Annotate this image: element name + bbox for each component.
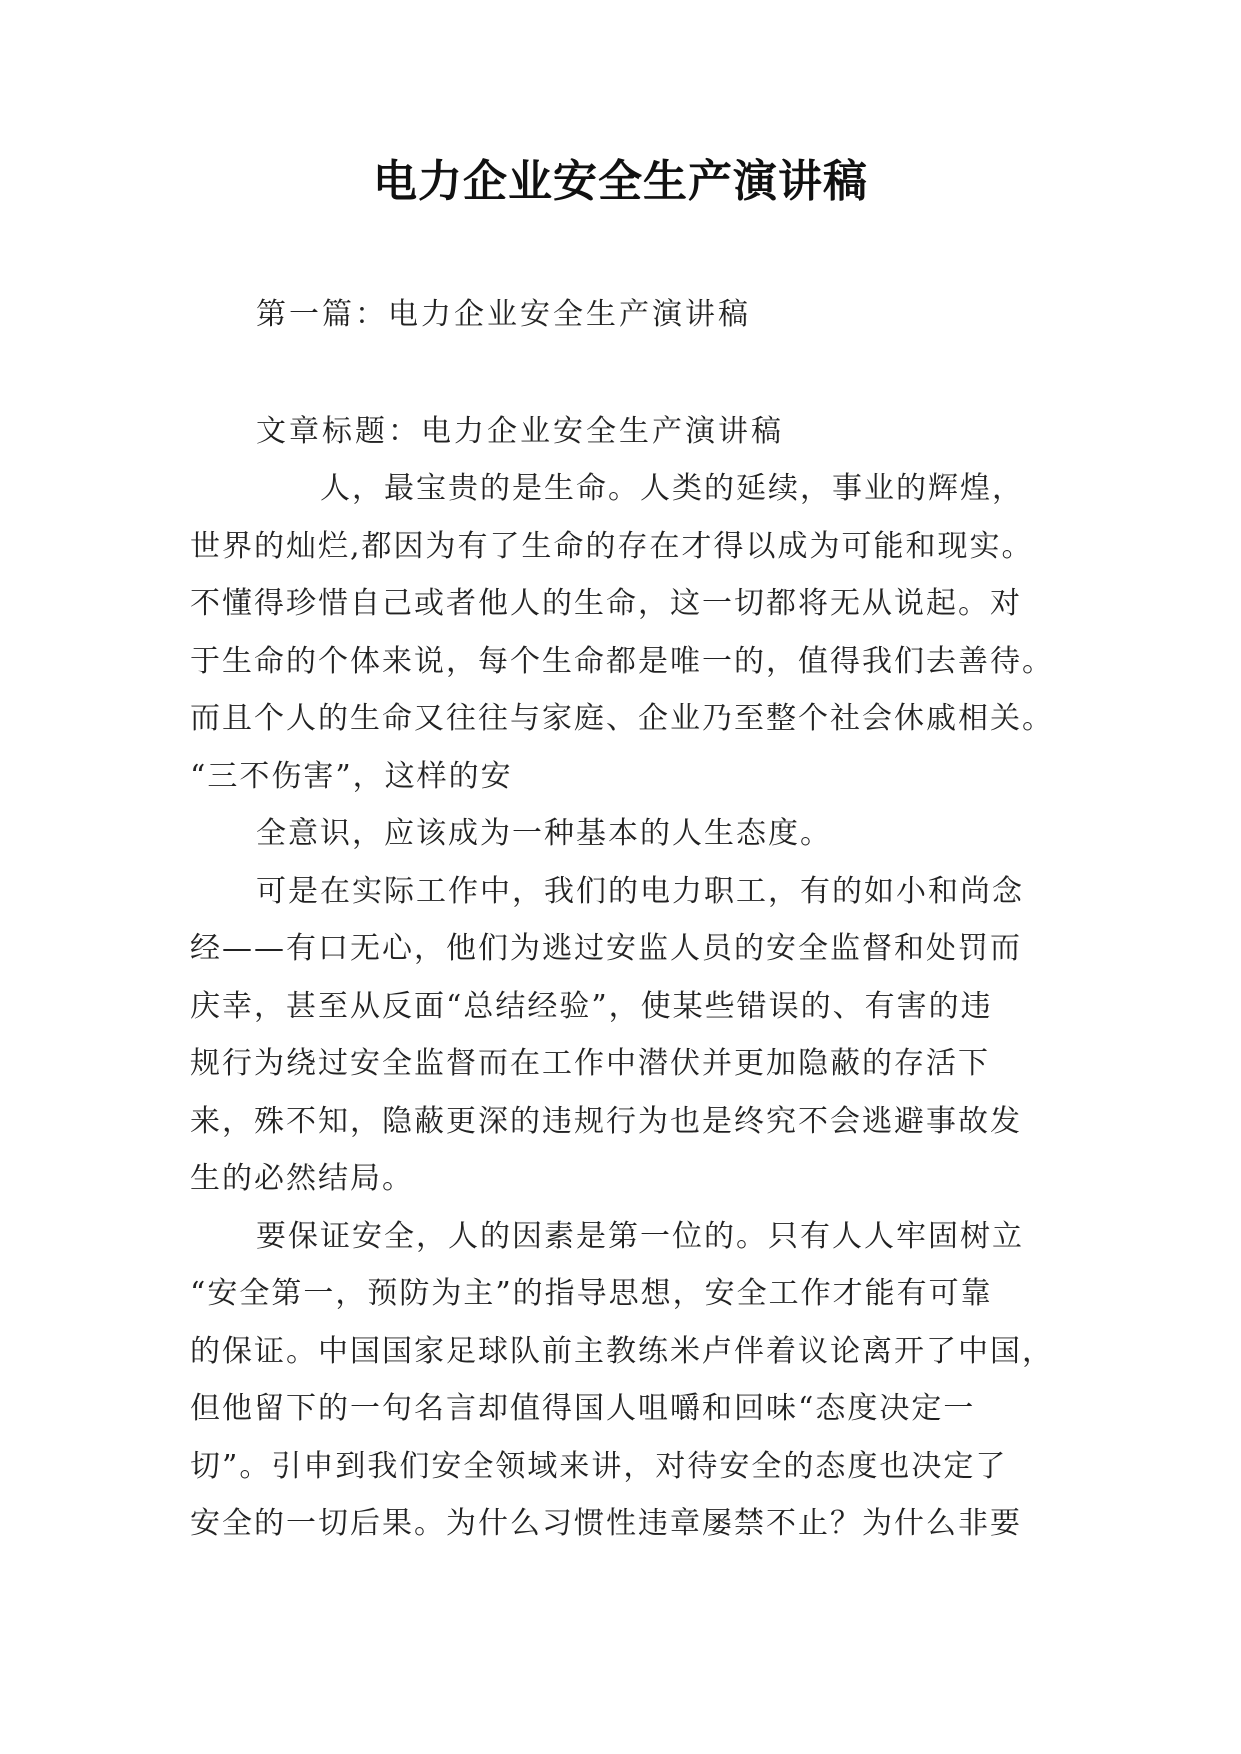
paragraph-line: 切”。引申到我们安全领域来讲，对待安全的态度也决定了: [190, 1448, 1008, 1484]
article-title: 文章标题：电力企业安全生产演讲稿: [256, 414, 784, 449]
paragraph-line: 世界的灿烂,都因为有了生命的存在才得以成为可能和现实。: [190, 528, 1034, 564]
section-heading: 第一篇：电力企业安全生产演讲稿: [256, 297, 751, 332]
paragraph-line: 人，最宝贵的是生命。人类的延续，事业的辉煌，: [320, 471, 1024, 506]
paragraph-line: 来，殊不知，隐蔽更深的违规行为也是终究不会逃避事故发: [190, 1103, 1022, 1139]
paragraph-line: 规行为绕过安全监督而在工作中潜伏并更加隐蔽的存活下: [190, 1046, 990, 1081]
paragraph-line: 可是在实际工作中，我们的电力职工，有的如小和尚念: [256, 873, 1024, 909]
paragraph-line: “三不伤害”，这样的安: [190, 758, 513, 794]
paragraph-line: 的保证。中国国家足球队前主教练米卢伴着议论离开了中国，: [190, 1333, 1054, 1369]
paragraph-line: “安全第一，预防为主”的指导思想，安全工作才能有可靠: [190, 1276, 993, 1311]
paragraph-line: 于生命的个体来说，每个生命都是唯一的，值得我们去善待。: [190, 643, 1054, 679]
document-title: 电力企业安全生产演讲稿: [373, 156, 868, 207]
paragraph-line: 不懂得珍惜自己或者他人的生命，这一切都将无从说起。对: [190, 586, 1022, 621]
paragraph-line: 要保证安全，人的因素是第一位的。只有人人牢固树立: [256, 1218, 1024, 1254]
paragraph-line: 但他留下的一句名言却值得国人咀嚼和回味“态度决定一: [190, 1391, 976, 1426]
paragraph-line: 生的必然结局。: [190, 1161, 414, 1196]
body-text: [190, 460, 1070, 1553]
paragraph-line: 全意识，应该成为一种基本的人生态度。: [256, 816, 832, 851]
paragraph-line: 安全的一切后果。为什么习惯性违章屡禁不止？为什么非要: [190, 1506, 1022, 1541]
paragraph-line: 经——有口无心，他们为逃过安监人员的安全监督和处罚而: [190, 931, 1022, 966]
paragraph-line: 而且个人的生命又往往与家庭、企业乃至整个社会休戚相关。: [190, 701, 1054, 736]
paragraph-line: 庆幸，甚至从反面“总结经验”，使某些错误的、有害的违: [190, 988, 993, 1024]
